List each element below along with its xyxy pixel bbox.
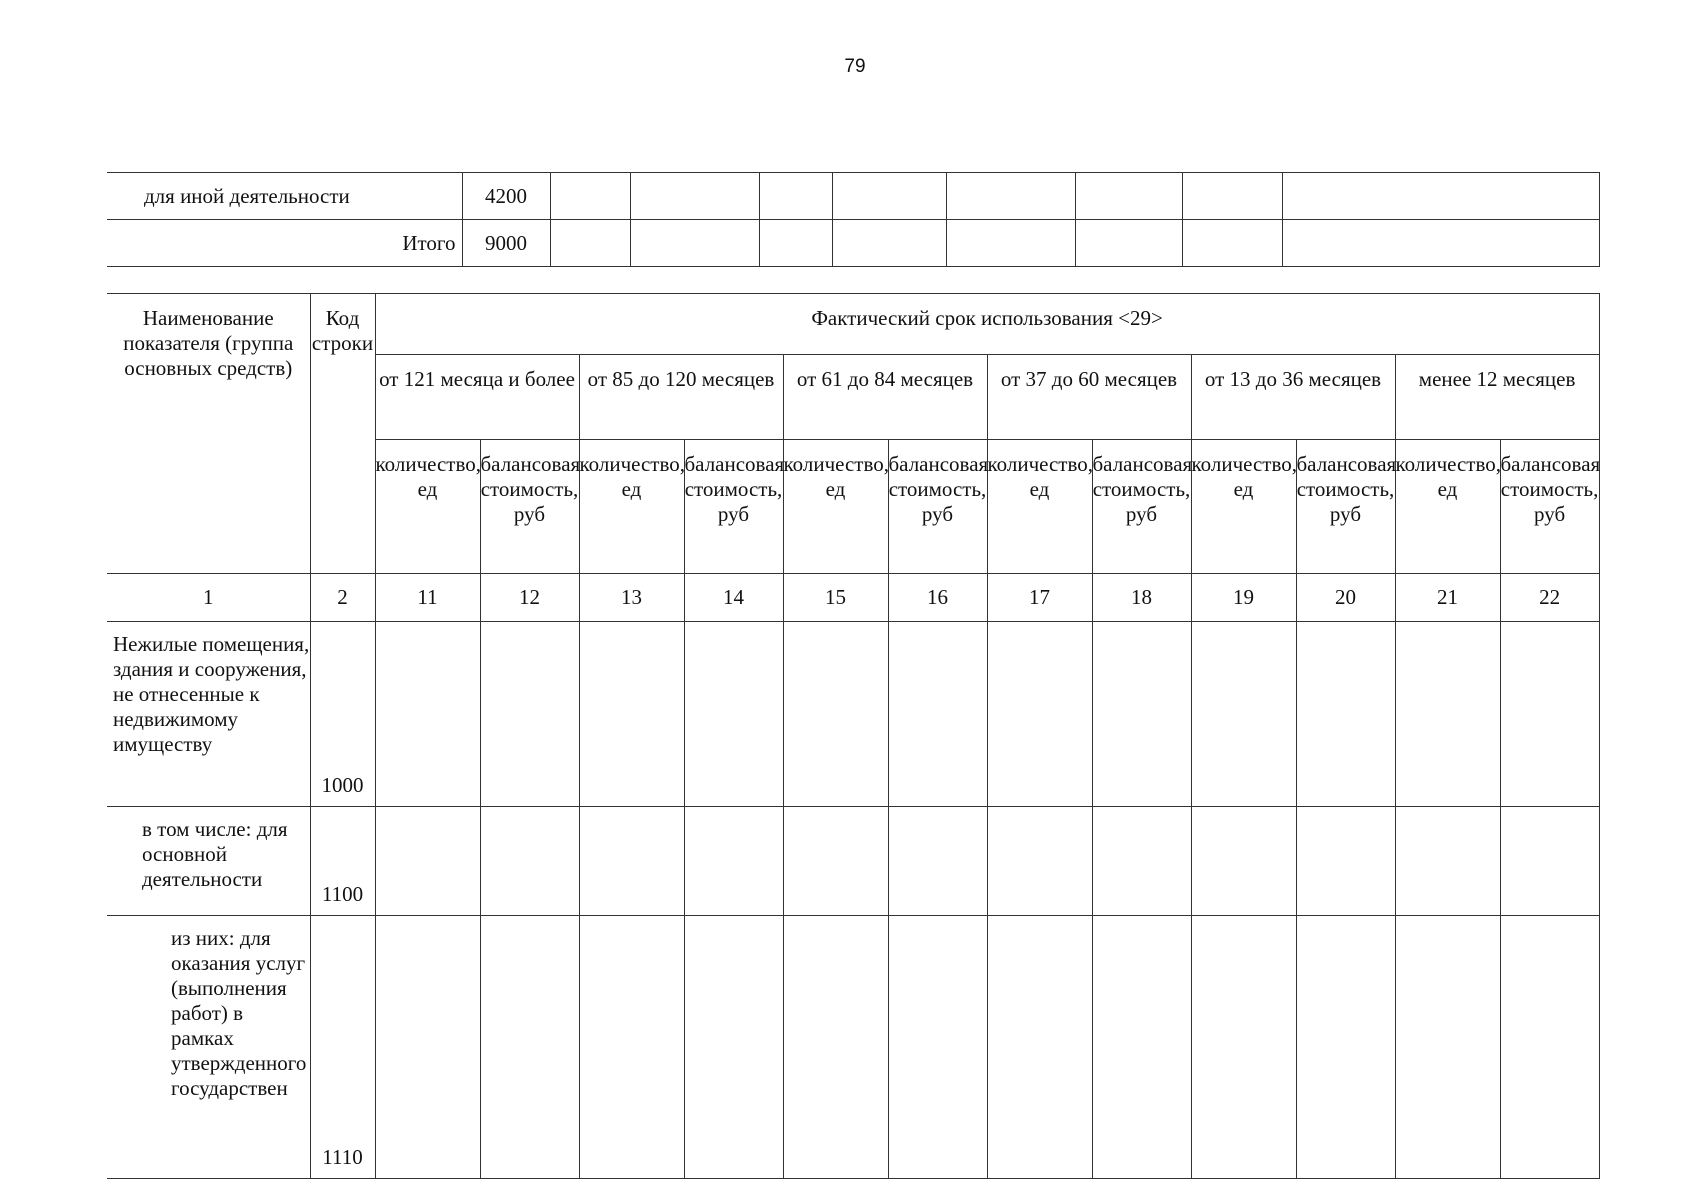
row-code: 1000 bbox=[310, 622, 375, 807]
cell bbox=[1500, 807, 1599, 916]
cell bbox=[1282, 173, 1599, 220]
cell bbox=[579, 807, 684, 916]
column-numbers-row bbox=[107, 574, 1599, 622]
row-name: из них: для оказания услуг (выполнения работ) в рамках утвержденного государствен bbox=[107, 916, 310, 1179]
cell bbox=[1092, 807, 1191, 916]
cell bbox=[375, 916, 480, 1179]
column-number: 22 bbox=[1500, 574, 1599, 622]
cell bbox=[579, 916, 684, 1179]
header-value: балансовая стоимость, руб bbox=[1296, 440, 1395, 574]
header-period: от 85 до 120 месяцев bbox=[579, 355, 783, 440]
column-number: 15 bbox=[783, 574, 888, 622]
row-code: 1100 bbox=[310, 807, 375, 916]
column-number: 17 bbox=[987, 574, 1092, 622]
row-label: для иной деятельности bbox=[107, 173, 462, 220]
cell bbox=[1500, 916, 1599, 1179]
cell bbox=[888, 622, 987, 807]
cell bbox=[550, 173, 630, 220]
cell bbox=[1395, 622, 1500, 807]
cell bbox=[1075, 173, 1182, 220]
cell bbox=[832, 220, 946, 267]
top-table bbox=[107, 172, 1600, 267]
header-value: балансовая стоимость, руб bbox=[480, 440, 579, 574]
cell bbox=[1191, 916, 1296, 1179]
column-number: 19 bbox=[1191, 574, 1296, 622]
cell bbox=[579, 622, 684, 807]
header-value: балансовая стоимость, руб bbox=[888, 440, 987, 574]
header-period: от 13 до 36 месяцев bbox=[1191, 355, 1395, 440]
column-number: 1 bbox=[107, 574, 310, 622]
column-number: 11 bbox=[375, 574, 480, 622]
cell bbox=[630, 173, 759, 220]
cell bbox=[1182, 220, 1282, 267]
header-value: балансовая стоимость, руб bbox=[1500, 440, 1599, 574]
cell bbox=[987, 622, 1092, 807]
header-qty: количество, ед bbox=[987, 440, 1092, 574]
cell bbox=[759, 220, 832, 267]
cell bbox=[480, 622, 579, 807]
header-group: Фактический срок использования <29> bbox=[375, 294, 1599, 355]
header-value: балансовая стоимость, руб bbox=[684, 440, 783, 574]
cell bbox=[1191, 622, 1296, 807]
cell bbox=[1282, 220, 1599, 267]
main-table bbox=[107, 293, 1600, 1179]
column-number: 14 bbox=[684, 574, 783, 622]
column-number: 16 bbox=[888, 574, 987, 622]
header-qty: количество, ед bbox=[375, 440, 480, 574]
column-number: 20 bbox=[1296, 574, 1395, 622]
row-code: 4200 bbox=[462, 173, 550, 220]
header-period: от 61 до 84 месяцев bbox=[783, 355, 987, 440]
cell bbox=[783, 807, 888, 916]
cell bbox=[832, 173, 946, 220]
row-code: 9000 bbox=[462, 220, 550, 267]
header-period: менее 12 месяцев bbox=[1395, 355, 1599, 440]
cell bbox=[375, 807, 480, 916]
cell bbox=[684, 916, 783, 1179]
row-label: Итого bbox=[107, 220, 462, 267]
cell bbox=[1500, 622, 1599, 807]
row-code: 1110 bbox=[310, 916, 375, 1179]
header-qty: количество, ед bbox=[579, 440, 684, 574]
row-name: Нежилые помещения, здания и сооружения, не отнесенные к недвижимому имуществу bbox=[107, 622, 310, 807]
cell bbox=[480, 807, 579, 916]
header-qty: количество, ед bbox=[1191, 440, 1296, 574]
column-number: 2 bbox=[310, 574, 375, 622]
page-number: 79 bbox=[844, 56, 866, 77]
cell bbox=[783, 916, 888, 1179]
cell bbox=[1296, 916, 1395, 1179]
cell bbox=[783, 622, 888, 807]
cell bbox=[1092, 622, 1191, 807]
header-code: Код строки bbox=[310, 294, 375, 574]
cell bbox=[888, 807, 987, 916]
column-number: 13 bbox=[579, 574, 684, 622]
cell bbox=[684, 807, 783, 916]
header-qty: количество, ед bbox=[1395, 440, 1500, 574]
header-value: балансовая стоимость, руб bbox=[1092, 440, 1191, 574]
header-row-1 bbox=[107, 294, 1599, 355]
table-row bbox=[107, 622, 1599, 807]
cell bbox=[1395, 807, 1500, 916]
cell bbox=[1191, 807, 1296, 916]
cell bbox=[480, 916, 579, 1179]
column-number: 18 bbox=[1092, 574, 1191, 622]
header-period: от 37 до 60 месяцев bbox=[987, 355, 1191, 440]
table-row bbox=[107, 807, 1599, 916]
cell bbox=[1182, 173, 1282, 220]
cell bbox=[1296, 807, 1395, 916]
cell bbox=[946, 220, 1075, 267]
top-row-other-activity bbox=[107, 173, 1599, 220]
cell bbox=[1092, 916, 1191, 1179]
cell bbox=[550, 220, 630, 267]
cell bbox=[987, 807, 1092, 916]
top-row-total bbox=[107, 220, 1599, 267]
cell bbox=[1075, 220, 1182, 267]
cell bbox=[759, 173, 832, 220]
cell bbox=[1296, 622, 1395, 807]
header-name: Наименование показателя (группа основных средств) bbox=[107, 294, 310, 574]
cell bbox=[888, 916, 987, 1179]
cell bbox=[375, 622, 480, 807]
cell bbox=[684, 622, 783, 807]
column-number: 21 bbox=[1395, 574, 1500, 622]
cell bbox=[630, 220, 759, 267]
table-row bbox=[107, 916, 1599, 1179]
header-qty: количество, ед bbox=[783, 440, 888, 574]
cell bbox=[1395, 916, 1500, 1179]
header-period: от 121 месяца и более bbox=[375, 355, 579, 440]
cell bbox=[946, 173, 1075, 220]
row-name: в том числе: для основной деятельности bbox=[107, 807, 310, 916]
column-number: 12 bbox=[480, 574, 579, 622]
cell bbox=[987, 916, 1092, 1179]
